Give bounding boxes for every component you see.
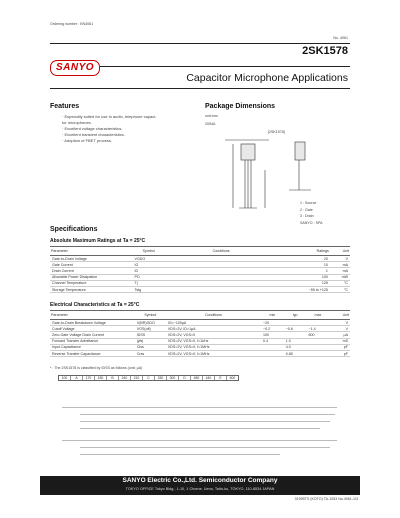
elec-char-title: Electrical Characteristics at Ta = 25°C [50,302,140,308]
col-unit: Unit [330,247,350,256]
rank-cell: 600 [229,376,236,380]
col-max: max [307,311,330,320]
disclaimer-line [80,454,280,455]
feature-item: · Excellent voltage characteristics. [62,126,123,131]
footer-code: 31995TS (KOTO) TA-1053 No.4061-1/3 [294,497,358,501]
cell-conditions: VDS=2V, VGS=0, f=1kHz [166,338,261,344]
rank-cell: 440 [203,376,215,380]
abs-max-title: Absolute Maximum Ratings at Ta = 25°C [50,238,146,244]
cell-symbol: IG [133,262,165,268]
cell-symbol: ID [133,268,165,274]
cell-parameter: Forward Transfer Admittance [50,338,135,344]
cell-min [261,350,284,356]
disclaimer-line [62,440,337,441]
rank-cell: E [215,376,227,380]
abs-max-table [50,246,350,293]
cell-max: −1.4 [307,326,330,332]
col-conditions: Conditions [166,311,261,320]
features-heading: Features [50,103,80,110]
cell-parameter: Storage Temperature [50,286,133,292]
cell-unit: V [330,256,350,262]
cell-conditions: VDS=2V, VGS=0, f=1MHz [166,350,261,356]
rank-cell: 210 [131,376,143,380]
feature-item: tor microphones. [62,120,92,125]
cell-symbol: Ciss [135,344,166,350]
cell-unit: mA [330,268,350,274]
cell-unit: mS [329,338,350,344]
col-symbol: Symbol [135,311,166,320]
cell-rating: 20 [278,256,330,262]
disclaimer-line [80,414,335,415]
cell-conditions: VDS=2V, VGS=0 [166,332,261,338]
footer-company: SANYO Electric Co.,Ltd. Semiconductor Company [122,477,278,484]
cell-symbol: Tstg [133,286,165,292]
cell-unit: V [329,326,350,332]
cell-parameter: Channel Temperature [50,280,133,286]
part-number: 2SK1578 [302,45,348,57]
rank-cell: 300 [167,376,179,380]
cell-symbol: Tj [133,280,165,286]
cell-rating: 10 [278,262,330,268]
feature-item: · Especially suited for use in audio, telephone capaci- [62,114,157,119]
cell-symbol: VGS(off) [135,326,166,332]
cell-typ: −0.6 [284,326,307,332]
rank-table [58,375,239,381]
disclaimer-line [62,407,337,408]
cell-typ: 1.0 [284,338,307,344]
col-parameter: Parameter [50,247,133,256]
cell-symbol: |yfs| [135,338,166,344]
cell-symbol: PD [133,274,165,280]
cell-unit: pF [329,350,350,356]
feature-item: · Excellent transient characteristics. [62,132,125,137]
cell-parameter: Drain Current [50,268,133,274]
col-conditions: Conditions [165,247,278,256]
col-parameter: Parameter [50,311,135,320]
package-drawing [205,130,345,220]
footer-address: TOKYO OFFICE Tokyo Bldg., 1-10, 1 Chome, Ueno, Taito-ku, TOKYO, 110-8534 JAPAN [125,487,275,491]
cell-unit: pF [329,344,350,350]
cell-unit: mA [330,262,350,268]
idss-note: * : The 2SK1578 is classified by IDSS as follows (unit: μA) [50,366,143,370]
col-min: min [261,311,284,320]
table-header-row [50,311,350,320]
features-list [62,114,157,144]
cell-unit: °C [330,286,350,292]
document-number: No. 4061 [333,36,348,40]
cell-parameter: Allowable Power Dissipation [50,274,133,280]
table-header-row [50,247,350,256]
pin-gate-label: 2 : Gate [300,207,313,212]
rank-cell: 150 [95,376,107,380]
table-row [50,350,350,356]
disclaimer-line [80,421,330,422]
rank-cell: 330 [155,376,167,380]
rank-cell: C [143,376,155,380]
feature-item: · Adoption of FBET process. [62,138,112,143]
rank-cell: A [71,376,83,380]
cell-min: −20 [261,320,284,326]
cell-symbol: V(BR)GDO [135,320,166,326]
cell-rating: 1 [278,268,330,274]
col-symbol: Symbol [133,247,165,256]
cell-unit: V [329,320,350,326]
rank-cell: 100 [59,376,71,380]
cell-symbol: IDSS [135,332,166,338]
header-rule-mid [100,66,350,67]
cell-typ: 4.0 [284,344,307,350]
footer-band [40,476,360,495]
cell-parameter: Input Capacitance [50,344,135,350]
cell-parameter: Cutoff Voltage [50,326,135,332]
cell-symbol: Crss [135,350,166,356]
disclaimer-line [80,447,330,448]
cell-conditions: VDS=2V, VGS=0, f=1MHz [166,344,261,350]
rank-cell: 170 [83,376,95,380]
cell-max: 600 [307,332,330,338]
cell-parameter: Zero-Gate Voltage Drain Current [50,332,135,338]
table-row [50,286,350,292]
specifications-heading: Specifications [50,226,98,233]
cell-unit: °C [330,280,350,286]
pin-legend [300,200,323,226]
cell-min: −0.2 [261,326,284,332]
rank-cell: B [107,376,119,380]
cell-max [307,350,330,356]
sanyo-logo: SANYO [50,60,100,76]
cell-conditions: VDS=2V, ID=1μA [166,326,261,332]
col-ratings: Ratings [278,247,330,256]
disclaimer-line [80,428,320,429]
col-typ: typ [284,311,307,320]
package-model: [2SK1578] [268,130,285,134]
elec-char-table [50,310,350,357]
package-code: 2054A [205,122,216,126]
cell-rating: −55 to +125 [278,286,330,292]
cell-parameter: Gate-to-Drain Voltage [50,256,133,262]
cell-conditions: IG=−100μA [166,320,261,326]
cell-symbol: VGDO [133,256,165,262]
cell-unit: mW [330,274,350,280]
package-maker: SANYO : SPA [300,220,323,225]
cell-conditions [165,286,278,292]
rank-cell: D [179,376,191,380]
cell-unit: μA [329,332,350,338]
cell-min: 0.4 [261,338,284,344]
pin-source-label: 1 : Source [300,201,317,205]
package-unit: unit:mm [205,114,218,118]
col-unit: Unit [329,311,350,320]
ordering-number: Ordering number : EN4061 [50,22,94,26]
header-rule-bottom [50,88,350,89]
cell-parameter: Gate-to-Drain Breakdown Voltage [50,320,135,326]
cell-parameter: Gate Current [50,262,133,268]
cell-parameter: Reverse Transfer Capacitance [50,350,135,356]
rank-cell: 240 [119,376,131,380]
cell-min: 100 [261,332,284,338]
header-rule-top [50,43,350,44]
rank-cell: 480 [191,376,203,380]
cell-rating: 125 [278,280,330,286]
page-title: Capacitor Microphone Applications [186,72,348,84]
cell-typ: 0.85 [284,350,307,356]
cell-rating: 100 [278,274,330,280]
pin-drain-label: 3 : Drain [300,214,314,218]
package-heading: Package Dimensions [205,103,276,110]
